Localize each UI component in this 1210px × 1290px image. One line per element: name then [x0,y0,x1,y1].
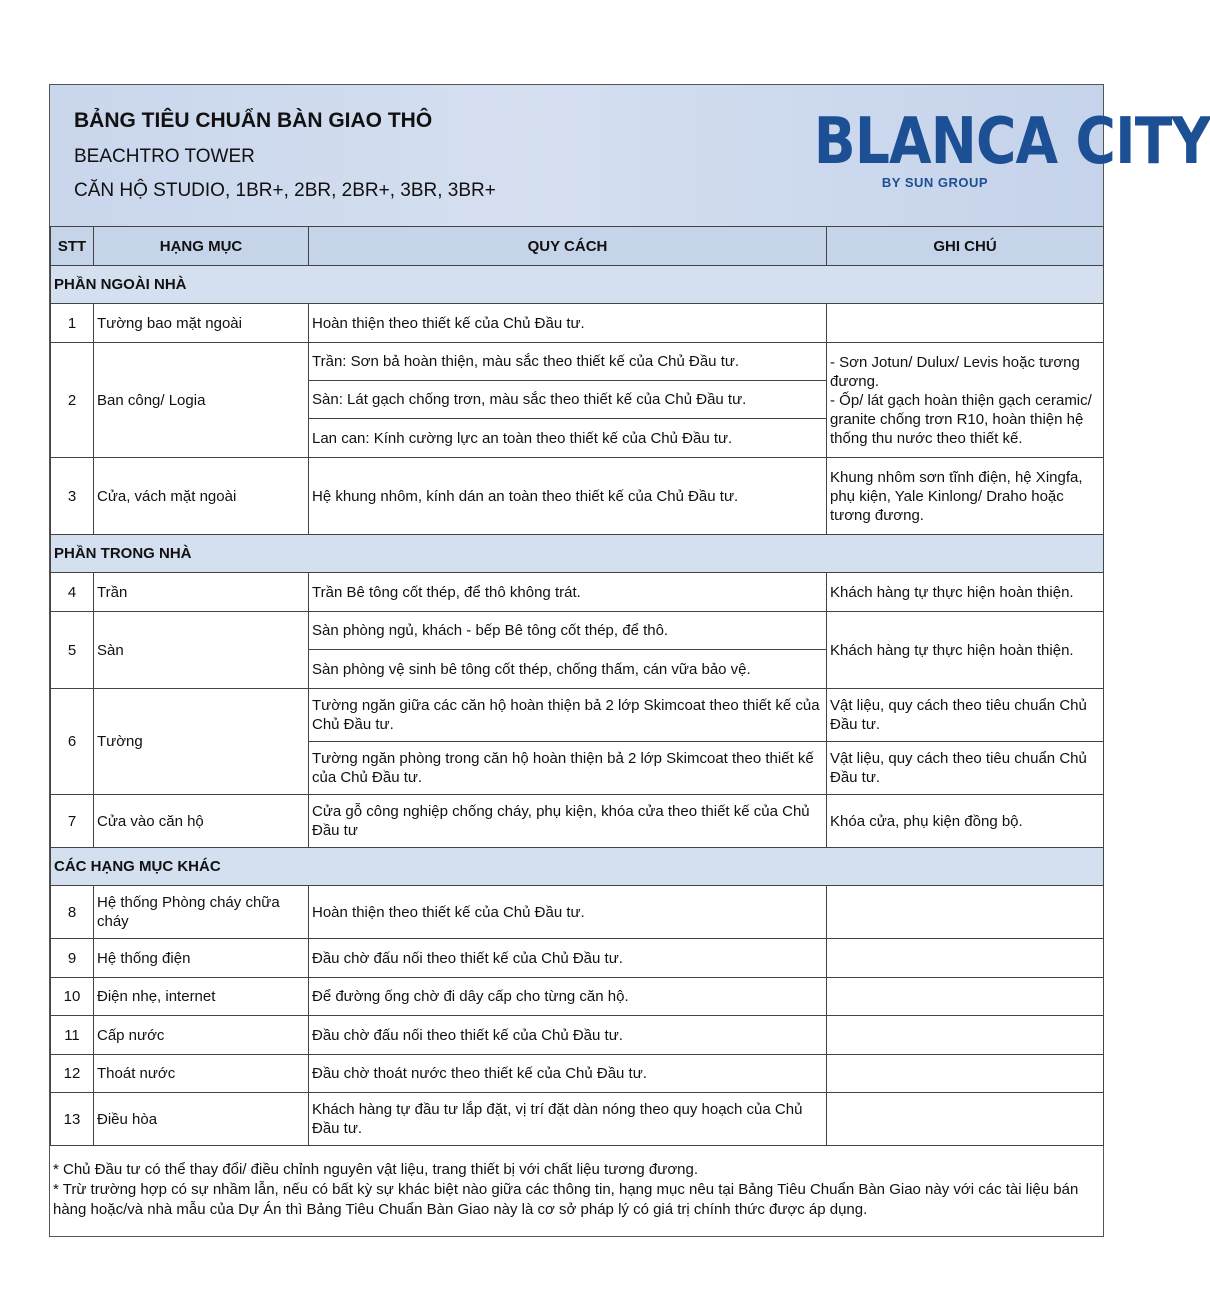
table-row [51,1093,1104,1146]
row-item: Tường bao mặt ngoài [94,304,309,343]
row-spec: Hoàn thiện theo thiết kế của Chủ Đầu tư. [309,886,827,939]
row-note [827,886,1104,939]
row-item: Tường [94,689,309,795]
row-stt: 2 [51,343,94,458]
row-spec: Đầu chờ đấu nối theo thiết kế của Chủ Đầu tư. [309,1016,827,1055]
footnotes [53,1160,1098,1220]
row-spec: Sàn phòng ngủ, khách - bếp Bê tông cốt thép, để thô. [309,612,827,650]
row-spec: Tường ngăn giữa các căn hộ hoàn thiện bả 2 lớp Skimcoat theo thiết kế của Chủ Đầu tư. [309,689,827,742]
row-spec: Lan can: Kính cường lực an toàn theo thiết kế của Chủ Đầu tư. [309,419,827,458]
table-row [51,689,1104,742]
table-row [51,939,1104,978]
spec-table [50,226,1104,1146]
section-interior: PHẦN TRONG NHÀ [51,535,1104,573]
table-row [51,612,1104,650]
row-note: Khóa cửa, phụ kiện đồng bộ. [827,795,1104,848]
row-spec: Hệ khung nhôm, kính dán an toàn theo thiết kế của Chủ Đầu tư. [309,458,827,535]
section-other: CÁC HẠNG MỤC KHÁC [51,848,1104,886]
row-stt: 1 [51,304,94,343]
row-stt: 4 [51,573,94,612]
row-spec: Sàn: Lát gạch chống trơn, màu sắc theo thiết kế của Chủ Đầu tư. [309,381,827,419]
row-stt: 6 [51,689,94,795]
row-note [827,1055,1104,1093]
table-header-row [51,227,1104,266]
row-stt: 7 [51,795,94,848]
row-item: Thoát nước [94,1055,309,1093]
row-note: Khách hàng tự thực hiện hoàn thiện. [827,573,1104,612]
row-stt: 10 [51,978,94,1016]
table-row [51,573,1104,612]
row-item: Cấp nước [94,1016,309,1055]
footnote: * Chủ Đầu tư có thể thay đổi/ điều chỉnh nguyên vật liệu, trang thiết bị với chất liệu tương đương. [53,1161,699,1178]
logo-tagline: BY SUN GROUP [881,175,989,190]
row-spec: Cửa gỗ công nghiệp chống cháy, phụ kiện, khóa cửa theo thiết kế của Chủ Đầu tư [309,795,827,848]
table-row [51,343,1104,381]
row-spec: Trần: Sơn bả hoàn thiện, màu sắc theo thiết kế của Chủ Đầu tư. [309,343,827,381]
footnote: * Trừ trường hợp có sự nhầm lẫn, nếu có bất kỳ sự khác biệt nào giữa các thông tin, hạng mục nêu tại Bảng Tiêu Chuẩn Bàn Giao này với các tài liệu bán hàng hoặc/và nhà mẫu của Dự Án thì Bảng Tiêu Chuẩn Bàn Giao này là cơ sở pháp lý có giá trị chính thức được áp dụng. [53,1181,1079,1218]
row-note [827,304,1104,343]
section-row [51,535,1104,573]
sheet-header [50,85,1210,227]
row-item: Điều hòa [94,1093,309,1146]
row-spec: Sàn phòng vệ sinh bê tông cốt thép, chống thấm, cán vữa bảo vệ. [309,650,827,689]
table-row [51,795,1104,848]
row-spec: Khách hàng tự đầu tư lắp đặt, vị trí đặt dàn nóng theo quy hoạch của Chủ Đầu tư. [309,1093,827,1146]
section-row [51,266,1104,304]
table-row [51,978,1104,1016]
row-note: Khung nhôm sơn tĩnh điện, hệ Xingfa, phụ kiện, Yale Kinlong/ Draho hoặc tương đương. [827,458,1104,535]
row-note [827,939,1104,978]
row-item: Trần [94,573,309,612]
row-stt: 8 [51,886,94,939]
row-spec: Đầu chờ đấu nối theo thiết kế của Chủ Đầu tư. [309,939,827,978]
row-item: Hệ thống Phòng cháy chữa cháy [94,886,309,939]
table-row [51,1055,1104,1093]
row-stt: 3 [51,458,94,535]
table-row [51,1016,1104,1055]
row-item: Cửa, vách mặt ngoài [94,458,309,535]
table-row [51,886,1104,939]
row-note: Vật liệu, quy cách theo tiêu chuẩn Chủ Đầu tư. [827,742,1104,795]
row-item: Điện nhẹ, internet [94,978,309,1016]
row-item: Hệ thống điện [94,939,309,978]
row-note: Khách hàng tự thực hiện hoàn thiện. [827,612,1104,689]
row-spec: Trần Bê tông cốt thép, để thô không trát. [309,573,827,612]
blanca-city-logo [794,105,1210,190]
section-row [51,848,1104,886]
row-item: Sàn [94,612,309,689]
row-note [827,1093,1104,1146]
row-stt: 5 [51,612,94,689]
row-note [827,978,1104,1016]
table-row [51,458,1104,535]
row-spec: Tường ngăn phòng trong căn hộ hoàn thiện bả 2 lớp Skimcoat theo thiết kế của Chủ Đầu tư. [309,742,827,795]
row-item: Ban công/ Logia [94,343,309,458]
row-note: Vật liệu, quy cách theo tiêu chuẩn Chủ Đầu tư. [827,689,1104,742]
logo-wordmark: BLANCA CITY [813,105,1210,179]
row-note [827,343,1104,458]
section-exterior: PHẦN NGOÀI NHÀ [51,266,1104,304]
row-spec: Để đường ống chờ đi dây cấp cho từng căn hộ. [309,978,827,1016]
row-spec: Đầu chờ thoát nước theo thiết kế của Chủ Đầu tư. [309,1055,827,1093]
handover-standard-sheet [49,84,1210,1237]
row-item: Cửa vào căn hộ [94,795,309,848]
page-title: BẢNG TIÊU CHUẨN BÀN GIAO THÔ [74,109,433,132]
unit-types: CĂN HỘ STUDIO, 1BR+, 2BR, 2BR+, 3BR, 3BR+ [74,180,496,201]
row-stt: 9 [51,939,94,978]
row-spec: Hoàn thiện theo thiết kế của Chủ Đầu tư. [309,304,827,343]
col-header-note: GHI CHÚ [827,227,1104,266]
row-stt: 13 [51,1093,94,1146]
row-stt: 12 [51,1055,94,1093]
note-line: - Ốp/ lát gạch hoàn thiện gạch ceramic/ granite chống trơn R10, hoàn thiện hệ thống thu nước theo thiết kế. [830,391,1092,447]
row-note [827,1016,1104,1055]
note-line: - Sơn Jotun/ Dulux/ Levis hoặc tương đương. [830,353,1080,390]
col-header-spec: QUY CÁCH [309,227,827,266]
col-header-item: HẠNG MỤC [94,227,309,266]
table-row [51,304,1104,343]
tower-name: BEACHTRO TOWER [74,146,255,167]
row-stt: 11 [51,1016,94,1055]
col-header-stt: STT [51,227,94,266]
